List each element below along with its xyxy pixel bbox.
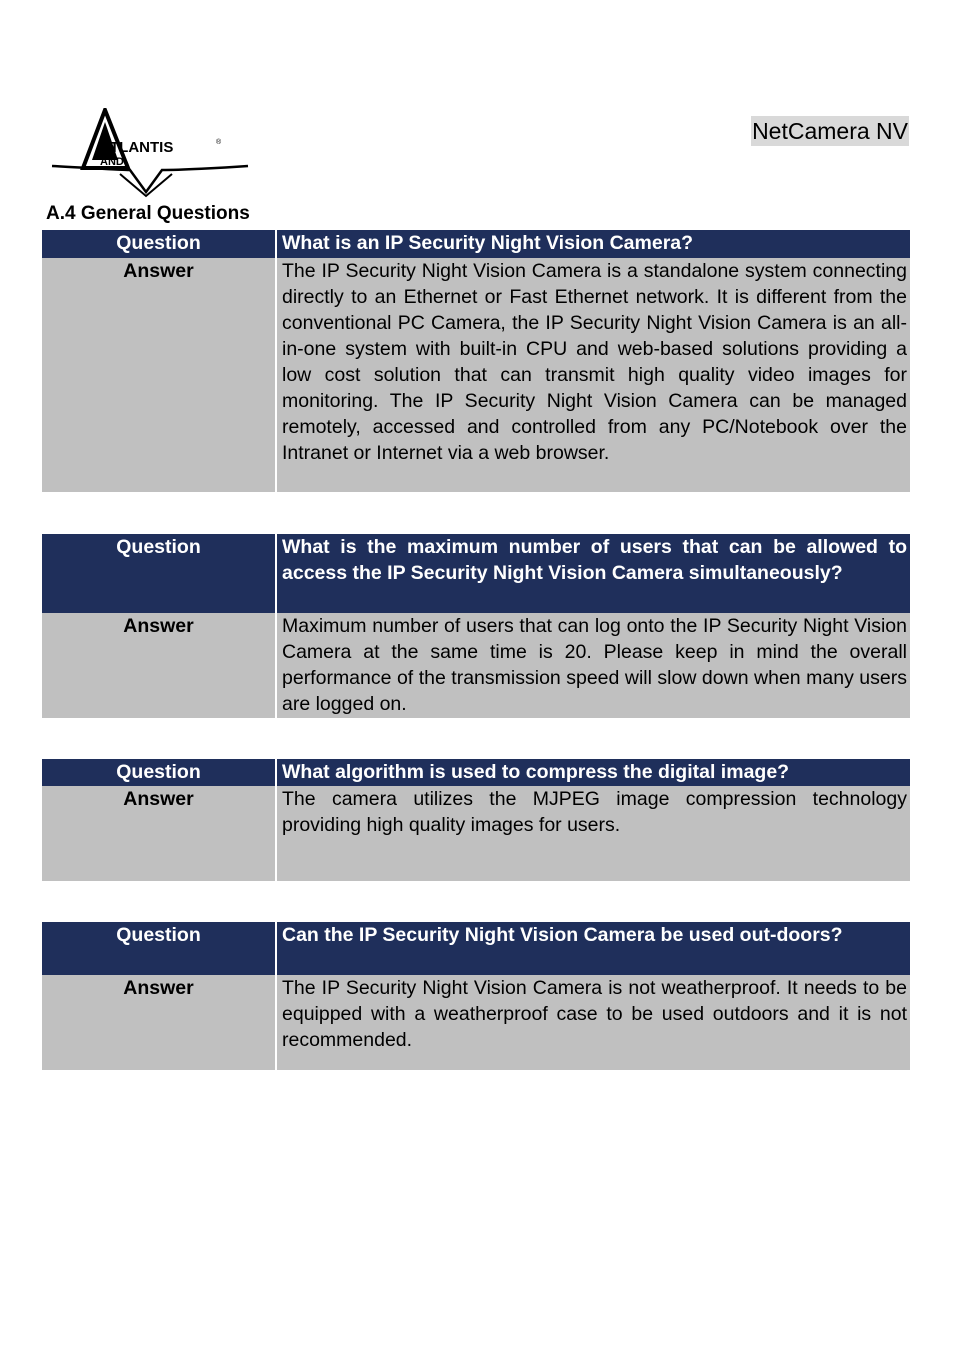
question-text: What is the maximum number of users that can be allowed to access the IP Security Night Vision Camera simultaneously? xyxy=(276,534,910,613)
answer-text: The camera utilizes the MJPEG image compression technology providing high quality images for users. xyxy=(276,786,910,881)
question-text: What is an IP Security Night Vision Camera? xyxy=(276,230,910,258)
question-text: What algorithm is used to compress the digital image? xyxy=(276,759,910,786)
section-title: A.4 General Questions xyxy=(46,203,250,224)
atlantis-logo xyxy=(50,108,250,198)
answer-text: The IP Security Night Vision Camera is not weatherproof. It needs to be equipped with a weatherproof case to be used outdoors and it is not recommended. xyxy=(276,975,910,1070)
faq-table-2 xyxy=(42,534,910,718)
question-label: Question xyxy=(42,534,276,613)
question-label: Question xyxy=(42,230,276,258)
answer-label: Answer xyxy=(42,258,276,492)
svg-text:AND: AND xyxy=(100,156,124,168)
faq-table-4 xyxy=(42,922,910,1070)
answer-label: Answer xyxy=(42,975,276,1070)
question-label: Question xyxy=(42,759,276,786)
answer-text: The IP Security Night Vision Camera is a standalone system connecting directly to an Ethernet or Fast Ethernet network. It is different from the conventional PC Camera, the IP Security Night Vision Camera is an all-in-one system with built-in CPU and web-based solutions providing a low cost solution that can transmit high quality video images for monitoring. The IP Security Night Vision Camera can be managed remotely, accessed and controlled from any PC/Notebook over the Intranet or Internet via a web browser. xyxy=(276,258,910,492)
question-label: Question xyxy=(42,922,276,975)
answer-text: Maximum number of users that can log onto the IP Security Night Vision Camera at the same time is 20. Please keep in mind the overall performance of the transmission speed will slow down when many users are logged on. xyxy=(276,613,910,718)
faq-table-3 xyxy=(42,759,910,881)
svg-text:®: ® xyxy=(216,139,222,146)
answer-label: Answer xyxy=(42,613,276,718)
product-name: NetCamera NV xyxy=(752,118,908,144)
svg-text:TLANTIS: TLANTIS xyxy=(110,139,174,156)
faq-table-1 xyxy=(42,230,910,492)
question-text: Can the IP Security Night Vision Camera be used out-doors? xyxy=(276,922,910,975)
answer-label: Answer xyxy=(42,786,276,881)
